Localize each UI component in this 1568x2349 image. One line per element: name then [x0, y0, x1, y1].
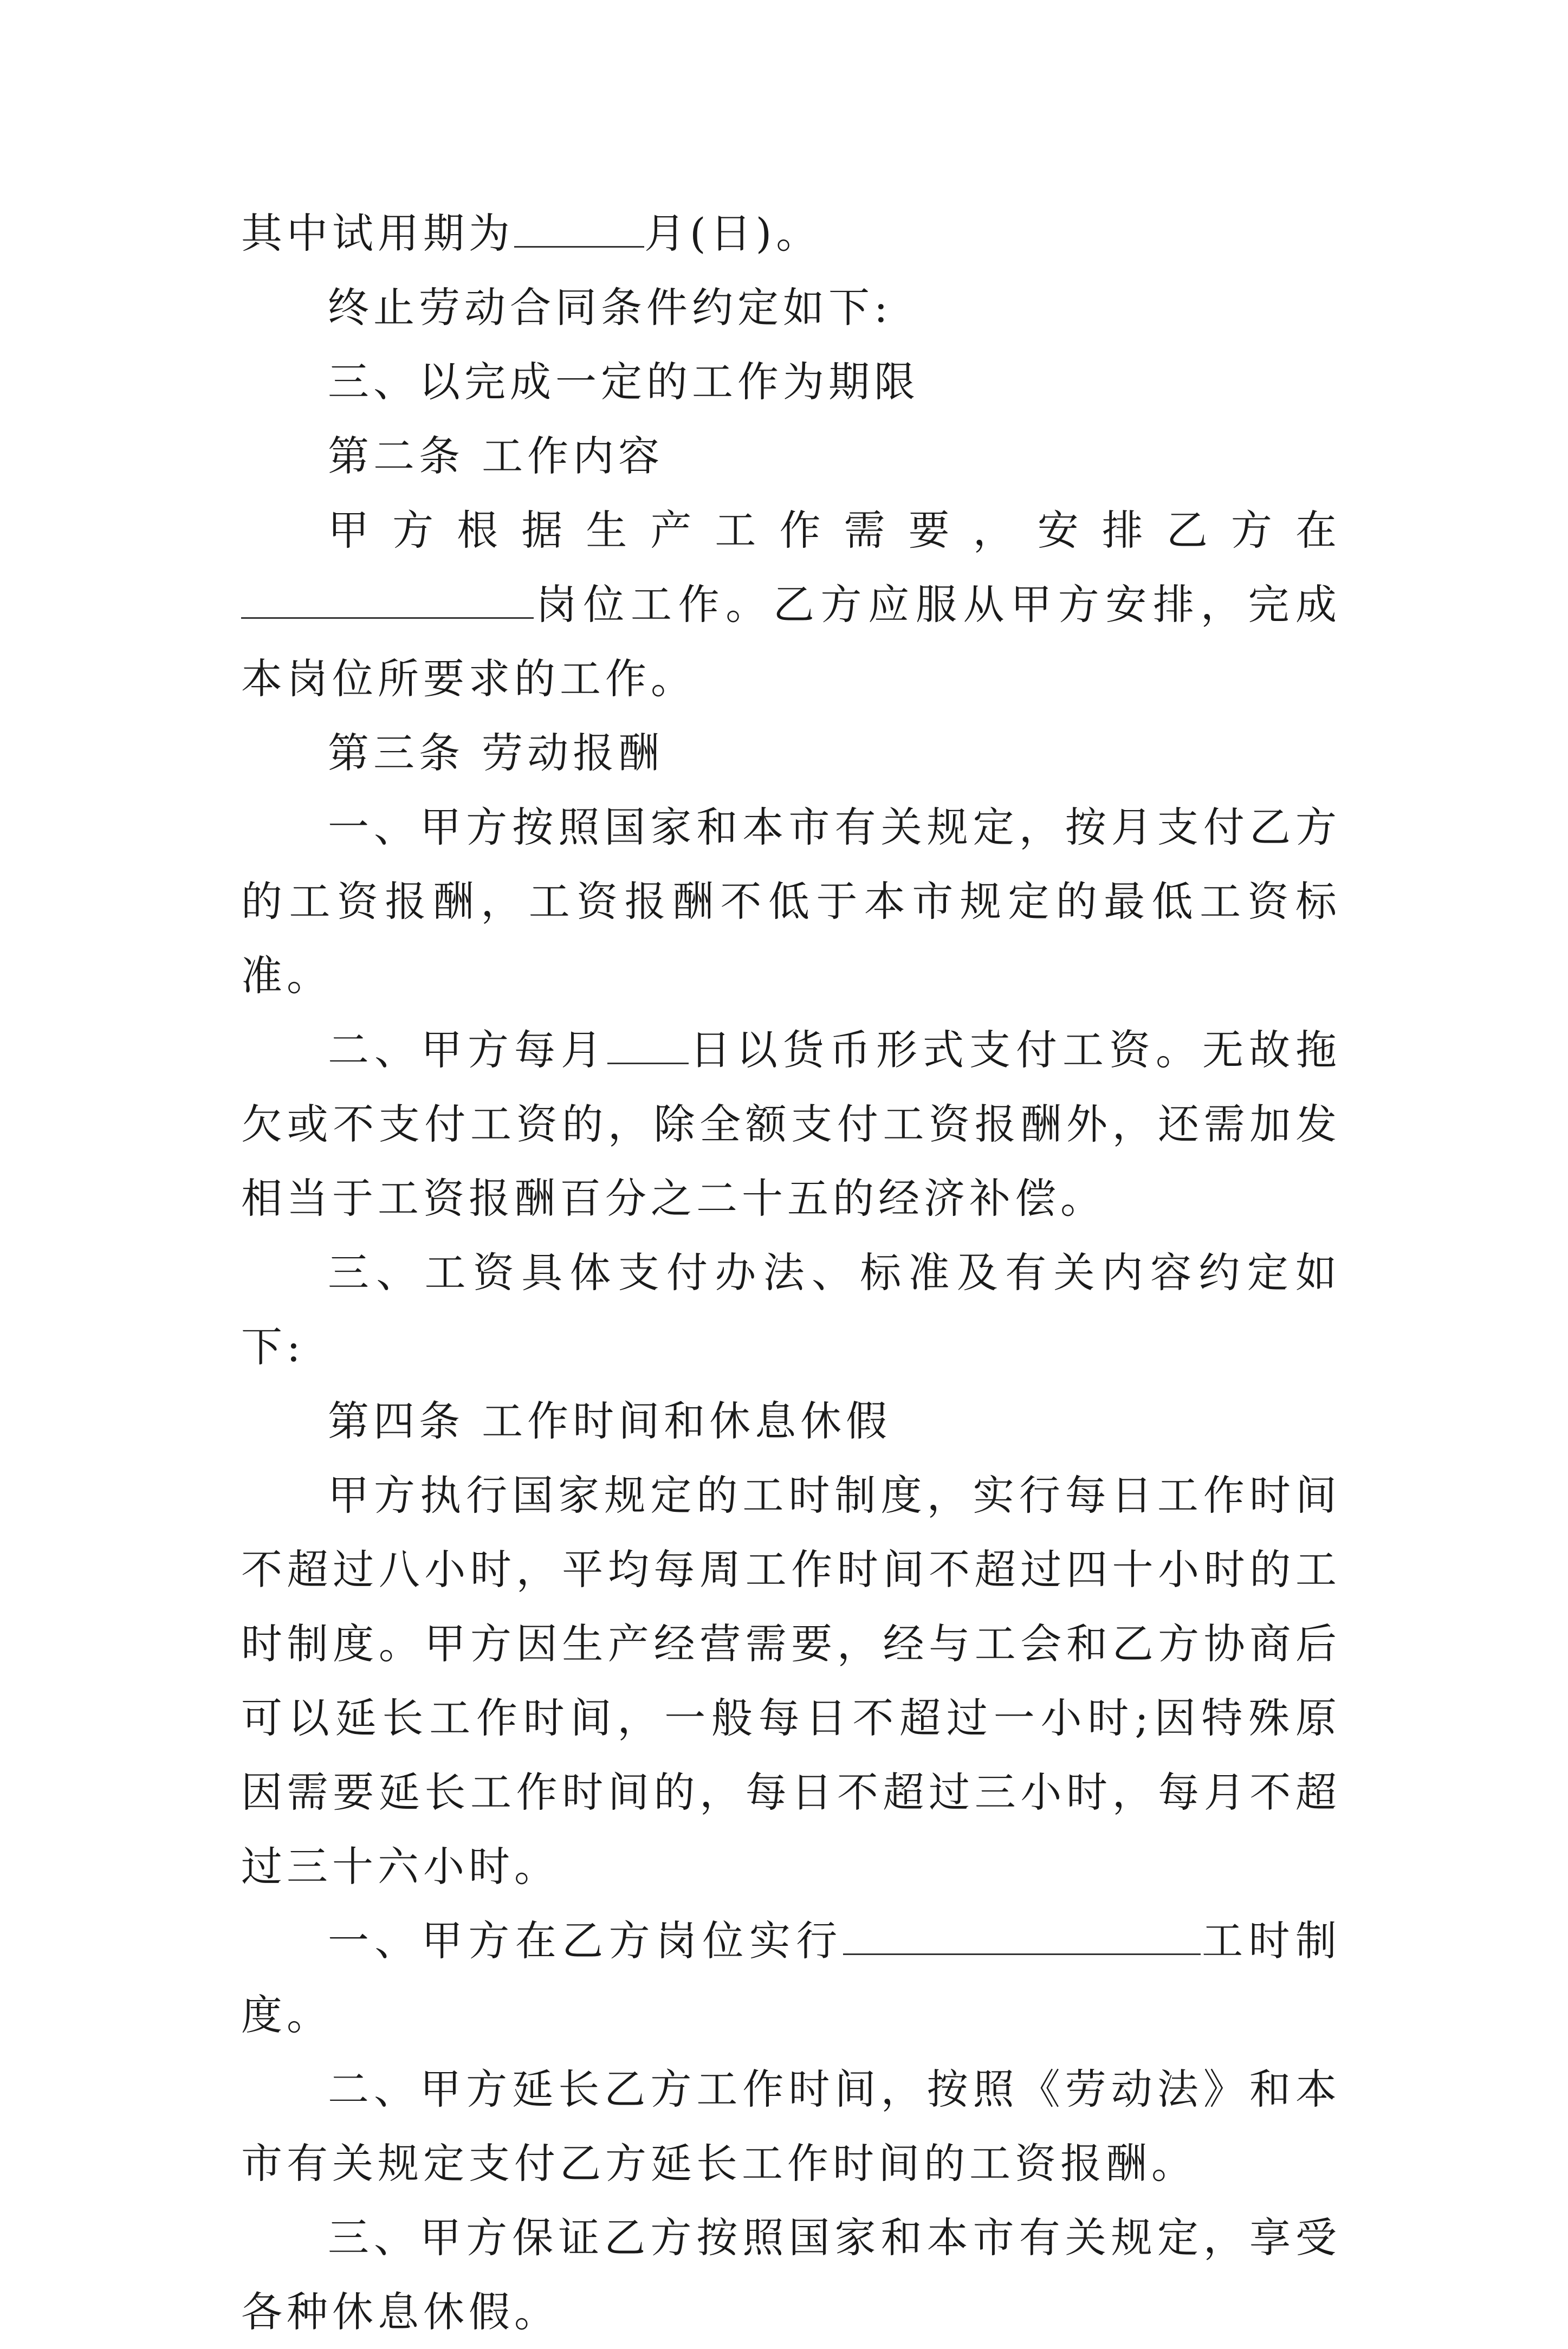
document-body: [241, 196, 1341, 2349]
fill-blank-position[interactable]: [241, 581, 534, 619]
fill-blank-probation-period[interactable]: [514, 210, 644, 248]
heading-text: 第四条 工作时间和休息休假: [328, 1397, 892, 1445]
paragraph-probation: [241, 196, 1341, 270]
paragraph-text: 日以货币形式支付工资。无故拖欠或不支付工资的，除全额支付工资报酬外，还需加发相当于工资报酬百分之二十五的经济补偿。: [241, 1026, 1341, 1222]
paragraph-hours-system: [241, 1904, 1341, 2052]
paragraph-text: 月(日)。: [644, 209, 822, 257]
paragraph-wage-monthly: [241, 790, 1341, 1013]
paragraph-wage-details: [241, 1235, 1341, 1384]
paragraph-text: 甲方根据生产工作需要，安排乙方在: [328, 506, 1341, 554]
paragraph-text: 岗位工作。乙方应服从甲方安排，完成本岗位所要求的工作。: [241, 580, 1341, 703]
fill-blank-payday[interactable]: [607, 1027, 689, 1064]
paragraph-wage-payday: [241, 1013, 1341, 1235]
paragraph-text: 二、甲方延长乙方工作时间，按照《劳动法》和本市有关规定支付乙方延长工作时间的工资报酬。: [241, 2065, 1341, 2188]
paragraph-text: 一、甲方按照国家和本市有关规定，按月支付乙方的工资报酬，工资报酬不低于本市规定的最低工资标准。: [241, 803, 1341, 1000]
heading-text: 第三条 劳动报酬: [328, 729, 664, 777]
paragraph-text: 终止劳动合同条件约定如下:: [328, 283, 892, 332]
paragraph-text: 三、以完成一定的工作为期限: [328, 358, 919, 406]
paragraph-text: 一、甲方在乙方岗位实行: [328, 1917, 843, 1965]
paragraph-text: 甲方执行国家规定的工时制度，实行每日工作时间不超过八小时，平均每周工作时间不超过四十小时的工时制度。甲方因生产经营需要，经与工会和乙方协商后可以延长工作时间，一般每日不超过一小时;因特殊原因需要延长工作时间的，每日不超过三小时，每月不超过三十六小时。: [241, 1471, 1341, 1891]
paragraph-text: 二、甲方每月: [328, 1026, 607, 1074]
paragraph-term-task: [241, 345, 1341, 419]
paragraph-overtime-pay: [241, 2052, 1341, 2201]
paragraph-job-position: [241, 493, 1341, 716]
section-heading-article-2: [241, 419, 1341, 493]
section-heading-article-3: [241, 716, 1341, 790]
paragraph-text: 三、甲方保证乙方按照国家和本市有关规定，享受各种休息休假。: [241, 2214, 1341, 2336]
paragraph-working-hours: [241, 1458, 1341, 1904]
heading-text: 第二条 工作内容: [328, 432, 664, 480]
paragraph-text: 工时制度。: [241, 1917, 1342, 2039]
paragraph-text: 其中试用期为: [241, 209, 514, 257]
fill-blank-hours-system[interactable]: [843, 1918, 1201, 1955]
paragraph-leave: [241, 2201, 1341, 2349]
section-heading-article-4: [241, 1384, 1341, 1458]
paragraph-termination-conditions: [241, 270, 1341, 345]
paragraph-text: 三、工资具体支付办法、标准及有关内容约定如下:: [241, 1248, 1341, 1371]
